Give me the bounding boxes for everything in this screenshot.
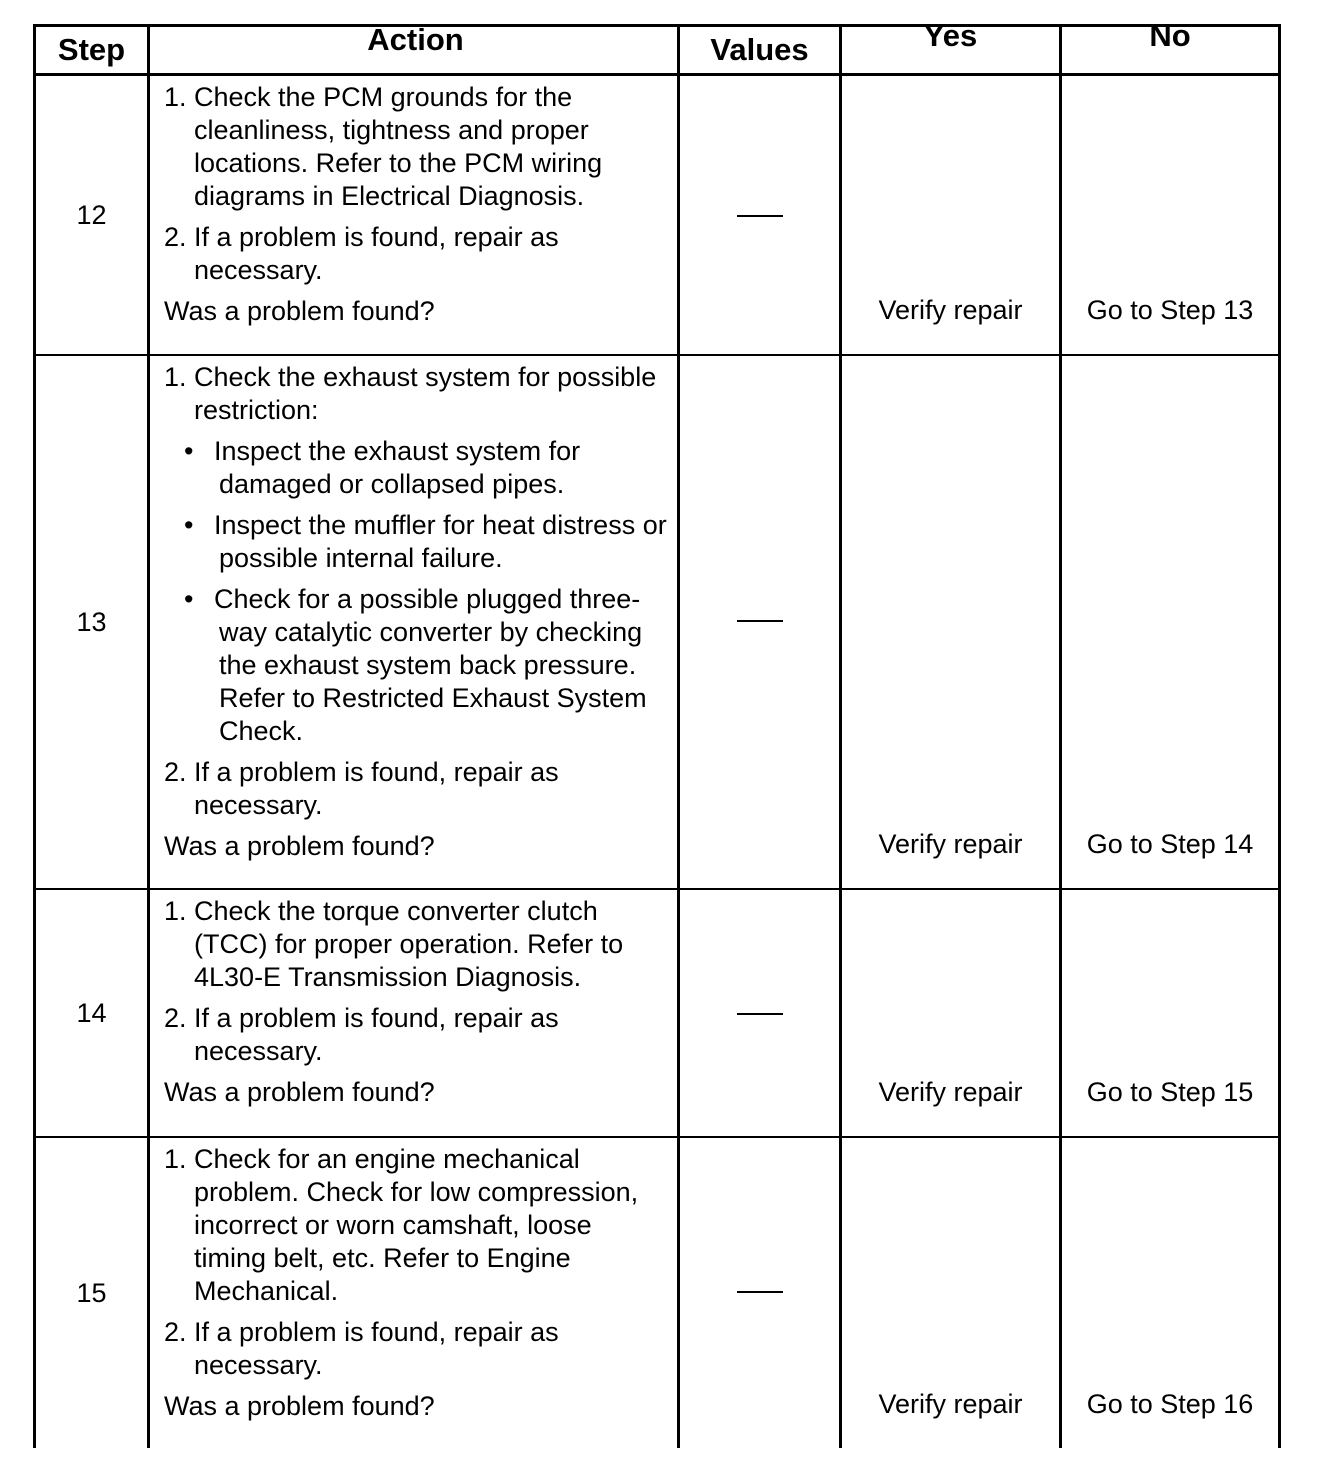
bullet-text: Inspect the muffler for heat distress or possible internal failure.	[214, 510, 667, 573]
action-step-item	[164, 221, 667, 287]
table-row	[33, 1138, 1281, 1448]
action-step-item	[164, 81, 667, 213]
item-text: Check for an engine mechanical problem. Check for low compression, incorrect or worn camshaft, loose timing belt, etc. Refer to Engine Mechanical.	[194, 1144, 639, 1306]
bullet-icon: •	[184, 436, 194, 466]
item-number: 2.	[164, 1003, 187, 1033]
value-dash	[737, 1291, 783, 1293]
step-number: 15	[33, 1138, 147, 1448]
action-cell	[147, 890, 677, 1136]
item-number: 1.	[164, 362, 187, 392]
bullet-item	[164, 583, 667, 748]
action-step-item	[164, 361, 667, 427]
table-header	[33, 18, 1281, 76]
item-number: 1.	[164, 896, 187, 926]
values-cell	[677, 1138, 839, 1448]
action-step-item	[164, 1002, 667, 1068]
yes-outcome: Verify repair	[839, 356, 1059, 888]
action-cell	[147, 1138, 677, 1448]
table-row	[33, 76, 1281, 356]
action-cell	[147, 76, 677, 354]
header-no: No	[1059, 27, 1281, 73]
step-number: 14	[33, 890, 147, 1136]
item-text: Check the torque converter clutch (TCC) for proper operation. Refer to 4L30-E Transmission Diagnosis.	[194, 896, 624, 992]
header-action: Action	[147, 27, 677, 73]
diagnostic-table	[33, 18, 1281, 1448]
header-yes: Yes	[839, 27, 1059, 73]
header-values: Values	[677, 27, 839, 73]
bullet-text: Inspect the exhaust system for damaged or collapsed pipes.	[214, 436, 581, 499]
bullet-item	[164, 435, 667, 501]
action-step-item	[164, 1143, 667, 1308]
header-step: Step	[33, 27, 147, 73]
bullet-icon: •	[184, 584, 194, 614]
table-row	[33, 890, 1281, 1138]
question-text: Was a problem found?	[164, 1077, 435, 1107]
item-text: Check the exhaust system for possible restriction:	[194, 362, 657, 425]
item-text: If a problem is found, repair as necessary.	[194, 1317, 559, 1380]
question-text: Was a problem found?	[164, 296, 435, 326]
values-cell	[677, 890, 839, 1136]
item-number: 2.	[164, 1317, 187, 1347]
no-outcome: Go to Step 14	[1059, 356, 1281, 888]
item-number: 2.	[164, 222, 187, 252]
item-number: 1.	[164, 1144, 187, 1174]
bullet-item	[164, 509, 667, 575]
value-dash	[737, 620, 783, 622]
no-outcome: Go to Step 15	[1059, 890, 1281, 1136]
value-dash	[737, 215, 783, 217]
action-step-item	[164, 1316, 667, 1382]
action-step-item	[164, 756, 667, 822]
bullet-text: Check for a possible plugged three-way catalytic converter by checking the exhaust system back pressure. Refer to Restricted Exhaust System Check.	[214, 584, 647, 746]
item-number: 1.	[164, 82, 187, 112]
values-cell	[677, 356, 839, 888]
item-text: If a problem is found, repair as necessary.	[194, 222, 559, 285]
action-cell	[147, 356, 677, 888]
no-outcome: Go to Step 13	[1059, 76, 1281, 354]
item-text: If a problem is found, repair as necessary.	[194, 757, 559, 820]
values-cell	[677, 76, 839, 354]
action-step-item	[164, 895, 667, 994]
item-text: If a problem is found, repair as necessary.	[194, 1003, 559, 1066]
table-row	[33, 356, 1281, 890]
step-number: 12	[33, 76, 147, 354]
item-number: 2.	[164, 757, 187, 787]
no-outcome: Go to Step 16	[1059, 1138, 1281, 1448]
item-text: Check the PCM grounds for the cleanliness, tightness and proper locations. Refer to the PCM wiring diagrams in Electrical Diagnosis.	[194, 82, 603, 211]
table-body	[33, 76, 1281, 1448]
question-text: Was a problem found?	[164, 1391, 435, 1421]
bullet-icon: •	[184, 510, 194, 540]
question-text: Was a problem found?	[164, 831, 435, 861]
yes-outcome: Verify repair	[839, 1138, 1059, 1448]
value-dash	[737, 1013, 783, 1015]
step-number: 13	[33, 356, 147, 888]
yes-outcome: Verify repair	[839, 890, 1059, 1136]
yes-outcome: Verify repair	[839, 76, 1059, 354]
